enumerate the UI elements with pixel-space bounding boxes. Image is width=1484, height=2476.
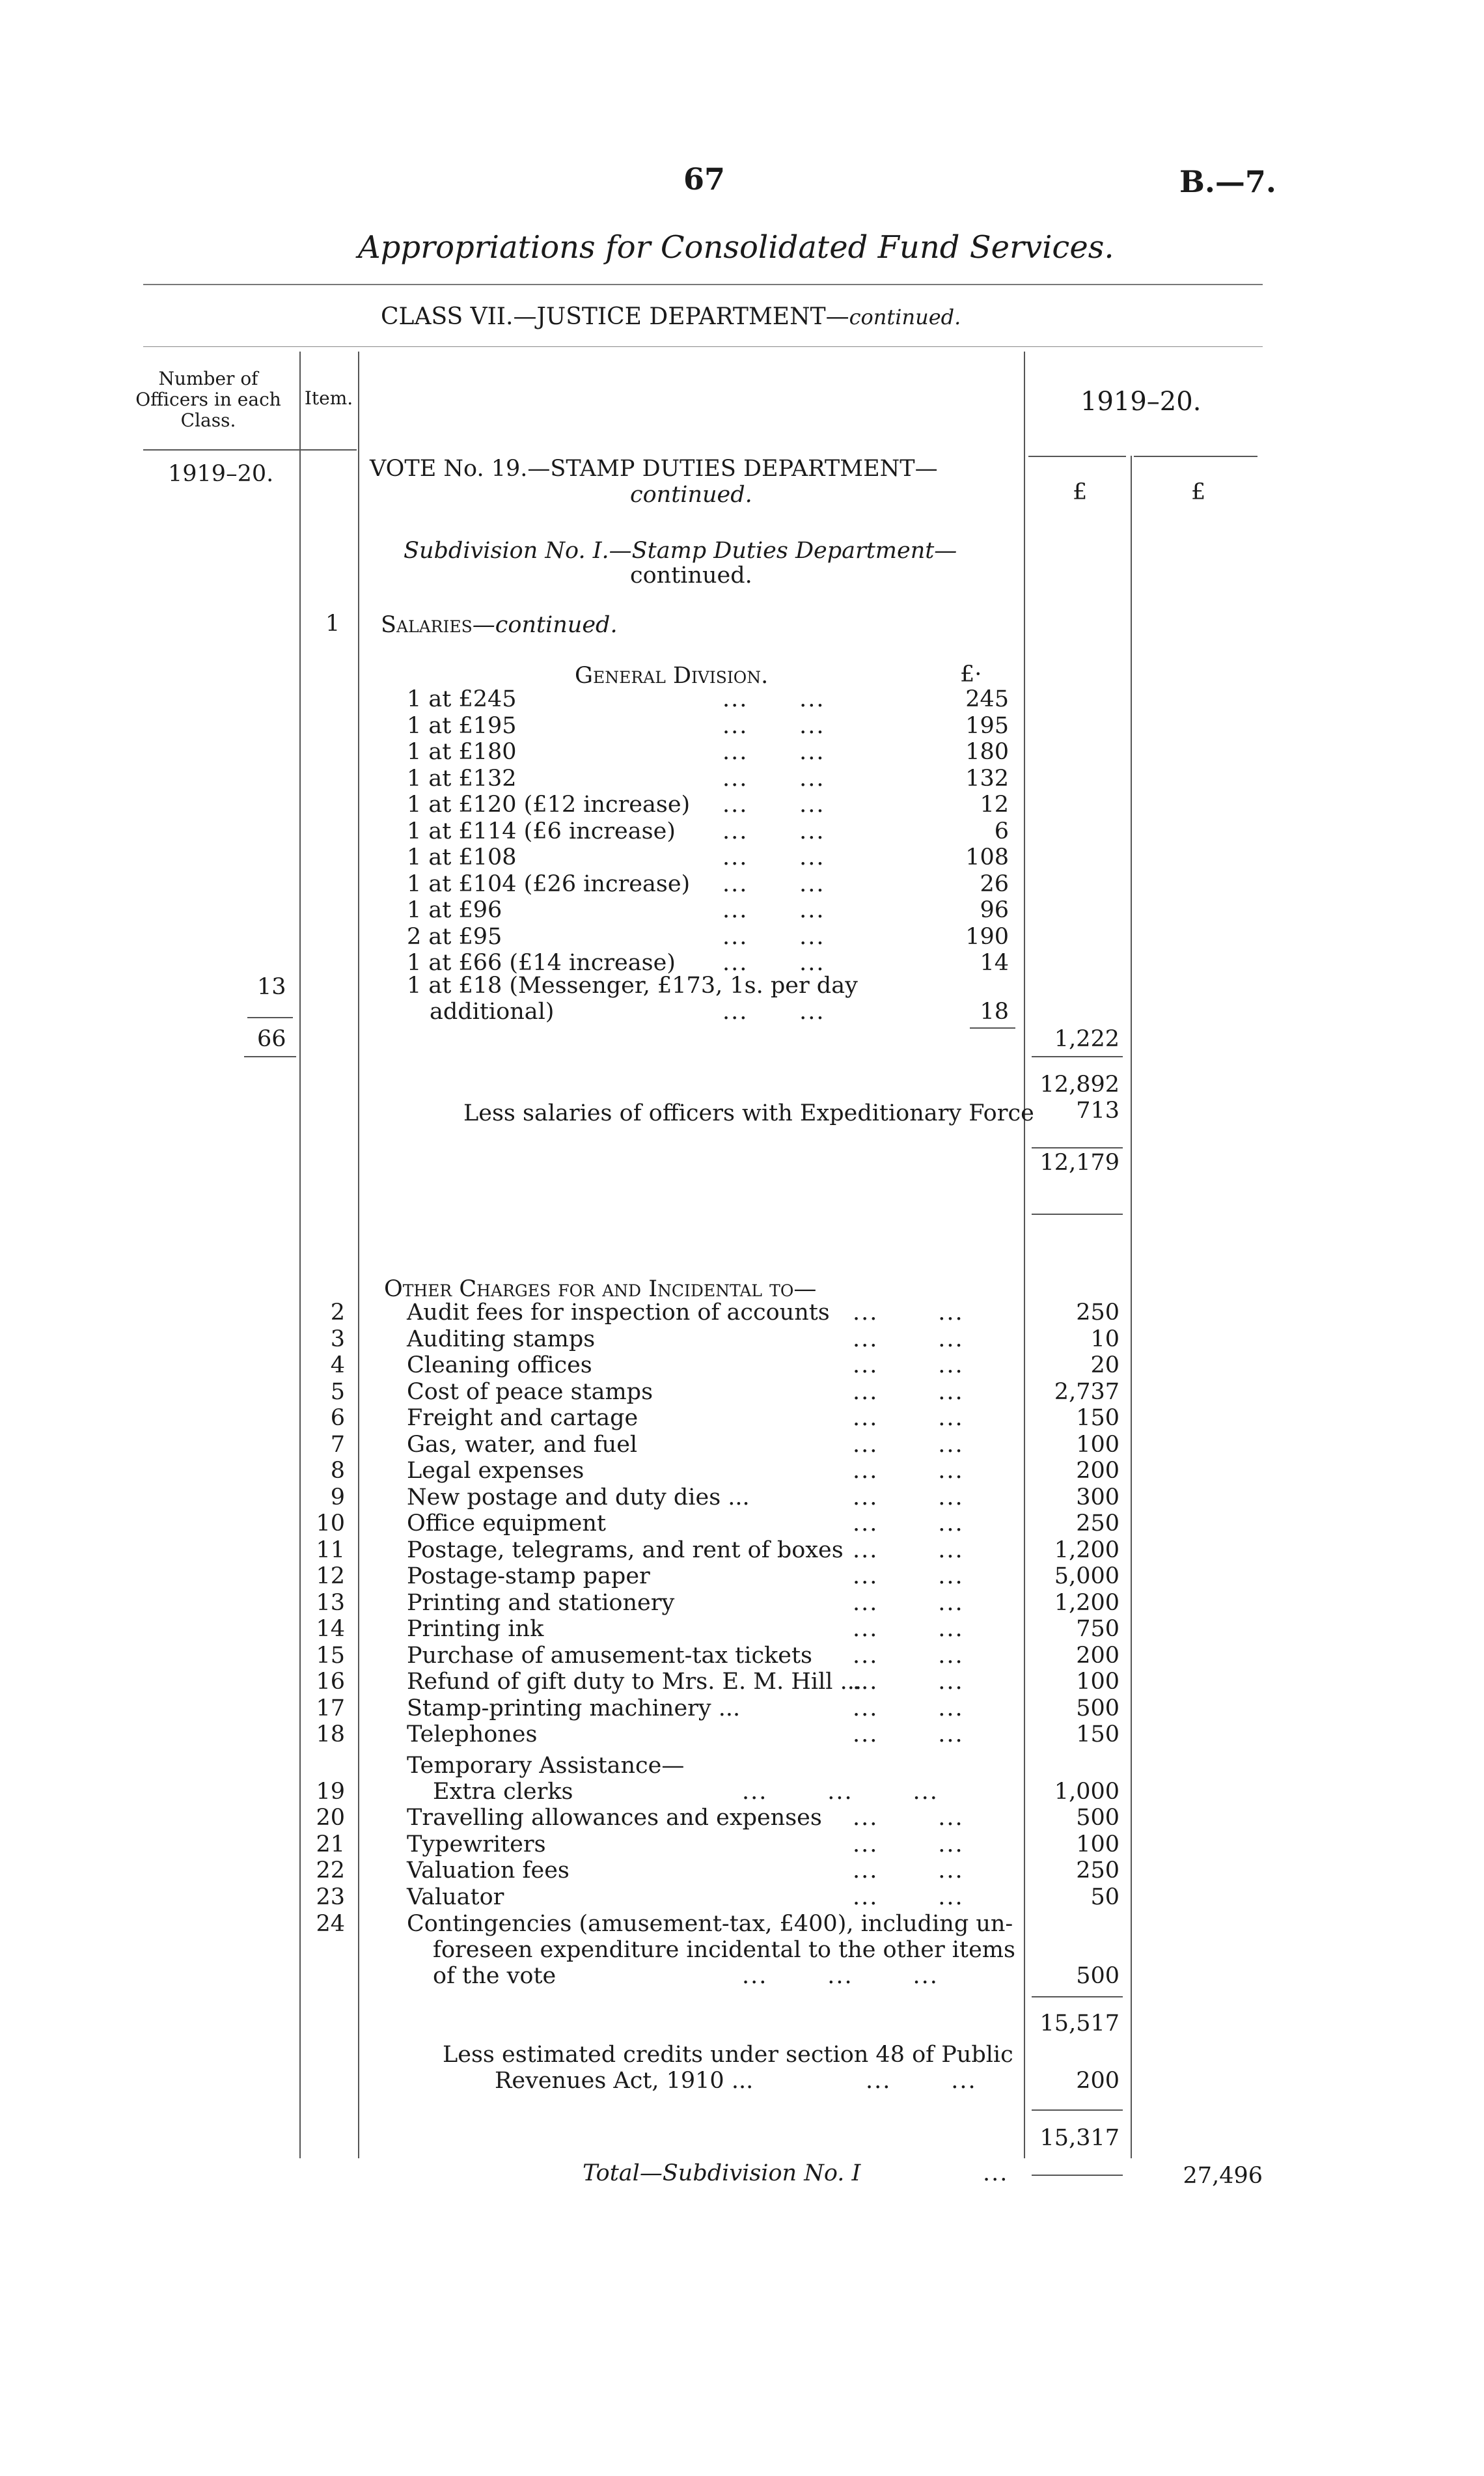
salary-row-amount: 26 [980, 870, 1009, 897]
leader-dots: ... ... [722, 818, 825, 844]
item-number: 8 [330, 1458, 345, 1484]
salary-row-amount: 132 [965, 765, 1009, 792]
charge-label: Cost of peace stamps [407, 1378, 653, 1405]
item-number: 4 [330, 1352, 345, 1378]
currency-col2: £ [1191, 479, 1206, 505]
charge-amount: 1,200 [1054, 1537, 1120, 1563]
leader-dots: ... ... [853, 1589, 964, 1616]
page-title: Appropriations for Consolidated Fund Services. [358, 229, 1114, 266]
other-charges-heading: Other Charges for and Incidental to— [384, 1276, 817, 1302]
charge-amount: 100 [1076, 1831, 1120, 1857]
leader-dots: ... ... [722, 870, 825, 897]
salary-row-label: 1 at £120 (£12 increase) [407, 792, 691, 818]
item-number: 11 [316, 1537, 345, 1563]
charge-label: Audit fees for inspection of accounts [407, 1300, 830, 1326]
item-number: 3 [330, 1326, 345, 1352]
salary-row-label: 1 at £114 (£6 increase) [407, 818, 676, 844]
charge-label: Auditing stamps [407, 1326, 596, 1352]
charge-label: Purchase of amusement-tax tickets [407, 1642, 812, 1669]
item-number: 20 [316, 1805, 345, 1831]
charge-label: Stamp-printing machinery ... [407, 1695, 741, 1721]
charge-label: Freight and cartage [407, 1405, 639, 1431]
leader-dots: ... ... [722, 792, 825, 818]
salary-subtotal: 1,222 [1054, 1026, 1120, 1052]
leader-dots: ... ... [853, 1352, 964, 1378]
leader-dots: ... ... [853, 1695, 964, 1721]
charge-label: Extra clerks [433, 1779, 573, 1805]
charge-label: Valuation fees [407, 1857, 570, 1884]
less-salaries-label: Less salaries of officers with Expeditionary Force [463, 1100, 1034, 1126]
leader-dots: ... ... [853, 1831, 964, 1857]
leader-dots: ... ... [853, 1884, 964, 1910]
leader-dots: ... ... [853, 1484, 964, 1510]
temp-assistance-heading: Temporary Assistance— [407, 1753, 685, 1779]
charge-amount: 100 [1076, 1431, 1120, 1458]
item-number: 13 [316, 1589, 345, 1616]
header-item: Item. [304, 387, 353, 409]
charge-amount: 1,000 [1054, 1779, 1120, 1805]
less-salaries-amount: 713 [1076, 1098, 1120, 1124]
class-heading: CLASS VII.—JUSTICE DEPARTMENT—continued. [381, 303, 961, 330]
item-number: 18 [316, 1721, 345, 1747]
charge-label: Printing ink [407, 1616, 544, 1642]
less-credits-line1: Less estimated credits under section 48 of Public [443, 2042, 1013, 2068]
salary-row-label: 1 at £132 [407, 765, 517, 792]
salaries-net: 12,179 [1039, 1150, 1120, 1176]
leader-dots: ... ... [853, 1458, 964, 1484]
charge-amount: 500 [1076, 1695, 1120, 1721]
charge-label: Gas, water, and fuel [407, 1431, 638, 1458]
leader-dots: ... ... [853, 1669, 964, 1695]
charge-amount: 200 [1076, 1642, 1120, 1669]
charge-label: Cleaning offices [407, 1352, 592, 1378]
currency-col1: £ [1073, 479, 1088, 505]
leader-dots: ... ... [853, 1616, 964, 1642]
salaries-heading: Salaries—continued. [381, 612, 618, 638]
contingencies-line2: foreseen expenditure incidental to the other items [433, 1937, 1015, 1963]
item-number: 6 [330, 1405, 345, 1431]
item-number: 2 [330, 1300, 345, 1326]
leader-dots: ... ... [722, 897, 825, 923]
leader-dots: ... ... [853, 1537, 964, 1563]
leader-dots: ... ... [722, 765, 825, 792]
leader-dots: ... ... [853, 1326, 964, 1352]
item-number: 1 [325, 611, 340, 637]
salary-row-label: 2 at £95 [407, 923, 502, 950]
header-year: 1919–20. [1080, 387, 1202, 417]
contingencies-amount: 500 [1076, 1963, 1120, 1989]
salary-row-label: 1 at £108 [407, 844, 517, 870]
salary-row-amount: 96 [980, 897, 1009, 923]
column-rule-item [358, 352, 359, 2158]
item-number: 15 [316, 1642, 345, 1669]
salary-row-amount: 12 [980, 792, 1009, 818]
salary-row-amount: 6 [994, 818, 1009, 844]
charge-amount: 150 [1076, 1405, 1120, 1431]
charge-amount: 200 [1076, 1458, 1120, 1484]
charges-net: 15,317 [1039, 2125, 1120, 2151]
leader-dots: ... ... [866, 2068, 977, 2094]
salary-row-label: 1 at £66 (£14 increase) [407, 950, 676, 976]
leader-dots: ... ... [853, 1563, 964, 1589]
salary-row-amount: 180 [965, 739, 1009, 765]
contingencies-line1: Contingencies (amusement-tax, £400), including un- [407, 1911, 1013, 1937]
item-number: 22 [316, 1857, 345, 1884]
item-number: 10 [316, 1510, 345, 1537]
charge-label: New postage and duty dies ... [407, 1484, 750, 1510]
item-number: 7 [330, 1431, 345, 1458]
leader-dots: ... ... [722, 950, 825, 976]
leader-dots: ... ... [853, 1857, 964, 1884]
contingencies-line3: of the vote [433, 1963, 556, 1989]
total-label: Total—Subdivision No. I [583, 2160, 861, 2186]
leader-dots: ... ... [722, 739, 825, 765]
salary-row-amount: 245 [965, 686, 1009, 712]
leader-dots: ... ... [722, 844, 825, 870]
leader-dots: ... ... [853, 1642, 964, 1669]
charge-label: Office equipment [407, 1510, 606, 1537]
charge-amount: 250 [1076, 1857, 1120, 1884]
item-number: 24 [316, 1911, 345, 1937]
charge-amount: 750 [1076, 1616, 1120, 1642]
page-reference: B.—7. [1179, 164, 1276, 199]
item-number: 16 [316, 1669, 345, 1695]
column-rule-officers [299, 352, 301, 2158]
column-rule-total [1131, 456, 1132, 2158]
page-number: 67 [683, 161, 726, 197]
charge-label: Refund of gift duty to Mrs. E. M. Hill ... [407, 1669, 862, 1695]
item-number: 14 [316, 1616, 345, 1642]
salary-row-label: 1 at £18 (Messenger, £173, 1s. per day [407, 973, 858, 999]
subdivision-cont: continued. [630, 563, 752, 589]
salary-row-label: 1 at £180 [407, 739, 517, 765]
leader-dots: ... ... [722, 712, 825, 739]
charge-amount: 5,000 [1054, 1563, 1120, 1589]
charge-amount: 300 [1076, 1484, 1120, 1510]
currency-col3: £· [960, 661, 982, 688]
charge-label: Travelling allowances and expenses [407, 1805, 822, 1831]
less-credits-line2: Revenues Act, 1910 ... [495, 2068, 754, 2094]
total-amount: 27,496 [1183, 2163, 1263, 2189]
charge-amount: 50 [1090, 1884, 1120, 1910]
charge-amount: 250 [1076, 1510, 1120, 1537]
charge-label: Postage, telegrams, and rent of boxes [407, 1537, 844, 1563]
leader-dots: ... ... [853, 1378, 964, 1405]
leader-dots: ... [983, 2160, 1009, 2186]
leader-dots: ... ... [853, 1405, 964, 1431]
item-number: 21 [316, 1831, 345, 1857]
leader-dots: ... ... [722, 999, 825, 1025]
subdivision-heading: Subdivision No. I.—Stamp Duties Department— [404, 538, 957, 564]
officers-count: 13 [257, 974, 286, 1000]
leader-dots: ... ... ... [742, 1963, 939, 1989]
item-number: 17 [316, 1695, 345, 1721]
charge-label: Typewriters [407, 1831, 546, 1857]
less-credits-amount: 200 [1076, 2068, 1120, 2094]
officers-total: 66 [257, 1026, 286, 1052]
salary-row-label: 1 at £195 [407, 712, 517, 739]
salary-row-amount: 195 [965, 712, 1009, 739]
item-number: 9 [330, 1484, 345, 1510]
charge-amount: 150 [1076, 1721, 1120, 1747]
charge-amount: 1,200 [1054, 1589, 1120, 1616]
salary-row-label: 1 at £96 [407, 897, 502, 923]
charges-gross: 15,517 [1039, 2010, 1120, 2037]
salary-row-label: 1 at £245 [407, 686, 517, 712]
leader-dots: ... ... [853, 1510, 964, 1537]
leader-dots: ... ... [722, 923, 825, 950]
charge-label: Telephones [407, 1721, 538, 1747]
charge-amount: 500 [1076, 1805, 1120, 1831]
general-division-heading: General Division. [575, 663, 769, 689]
officers-year: 1919–20. [168, 461, 274, 487]
charge-amount: 20 [1090, 1352, 1120, 1378]
salary-row-label-cont: additional) [430, 999, 555, 1025]
vote-heading-cont: continued. [630, 482, 752, 508]
item-number: 23 [316, 1884, 345, 1910]
item-number: 5 [330, 1378, 345, 1405]
charge-amount: 100 [1076, 1669, 1120, 1695]
leader-dots: ... ... [853, 1431, 964, 1458]
leader-dots: ... ... [853, 1805, 964, 1831]
vote-heading: VOTE No. 19.—STAMP DUTIES DEPARTMENT— [370, 456, 938, 482]
charge-label: Valuator [407, 1884, 504, 1910]
salaries-gross: 12,892 [1039, 1072, 1120, 1098]
leader-dots: ... ... [853, 1721, 964, 1747]
charge-label: Printing and stationery [407, 1589, 675, 1616]
charge-label: Postage-stamp paper [407, 1563, 650, 1589]
salary-row-label: 1 at £104 (£26 increase) [407, 870, 691, 897]
salary-row-amount: 108 [965, 844, 1009, 870]
item-number: 12 [316, 1563, 345, 1589]
charge-amount: 2,737 [1054, 1378, 1120, 1405]
leader-dots: ... ... ... [742, 1779, 939, 1805]
header-officers: Number of Officers in each Class. [135, 368, 281, 431]
item-number: 19 [316, 1779, 345, 1805]
leader-dots: ... ... [853, 1300, 964, 1326]
charge-amount: 250 [1076, 1300, 1120, 1326]
charge-amount: 10 [1090, 1326, 1120, 1352]
charge-label: Legal expenses [407, 1458, 584, 1484]
leader-dots: ... ... [722, 686, 825, 712]
salary-row-amount: 190 [965, 923, 1009, 950]
salary-row-amount: 18 [980, 999, 1009, 1025]
salary-row-amount: 14 [980, 950, 1009, 976]
